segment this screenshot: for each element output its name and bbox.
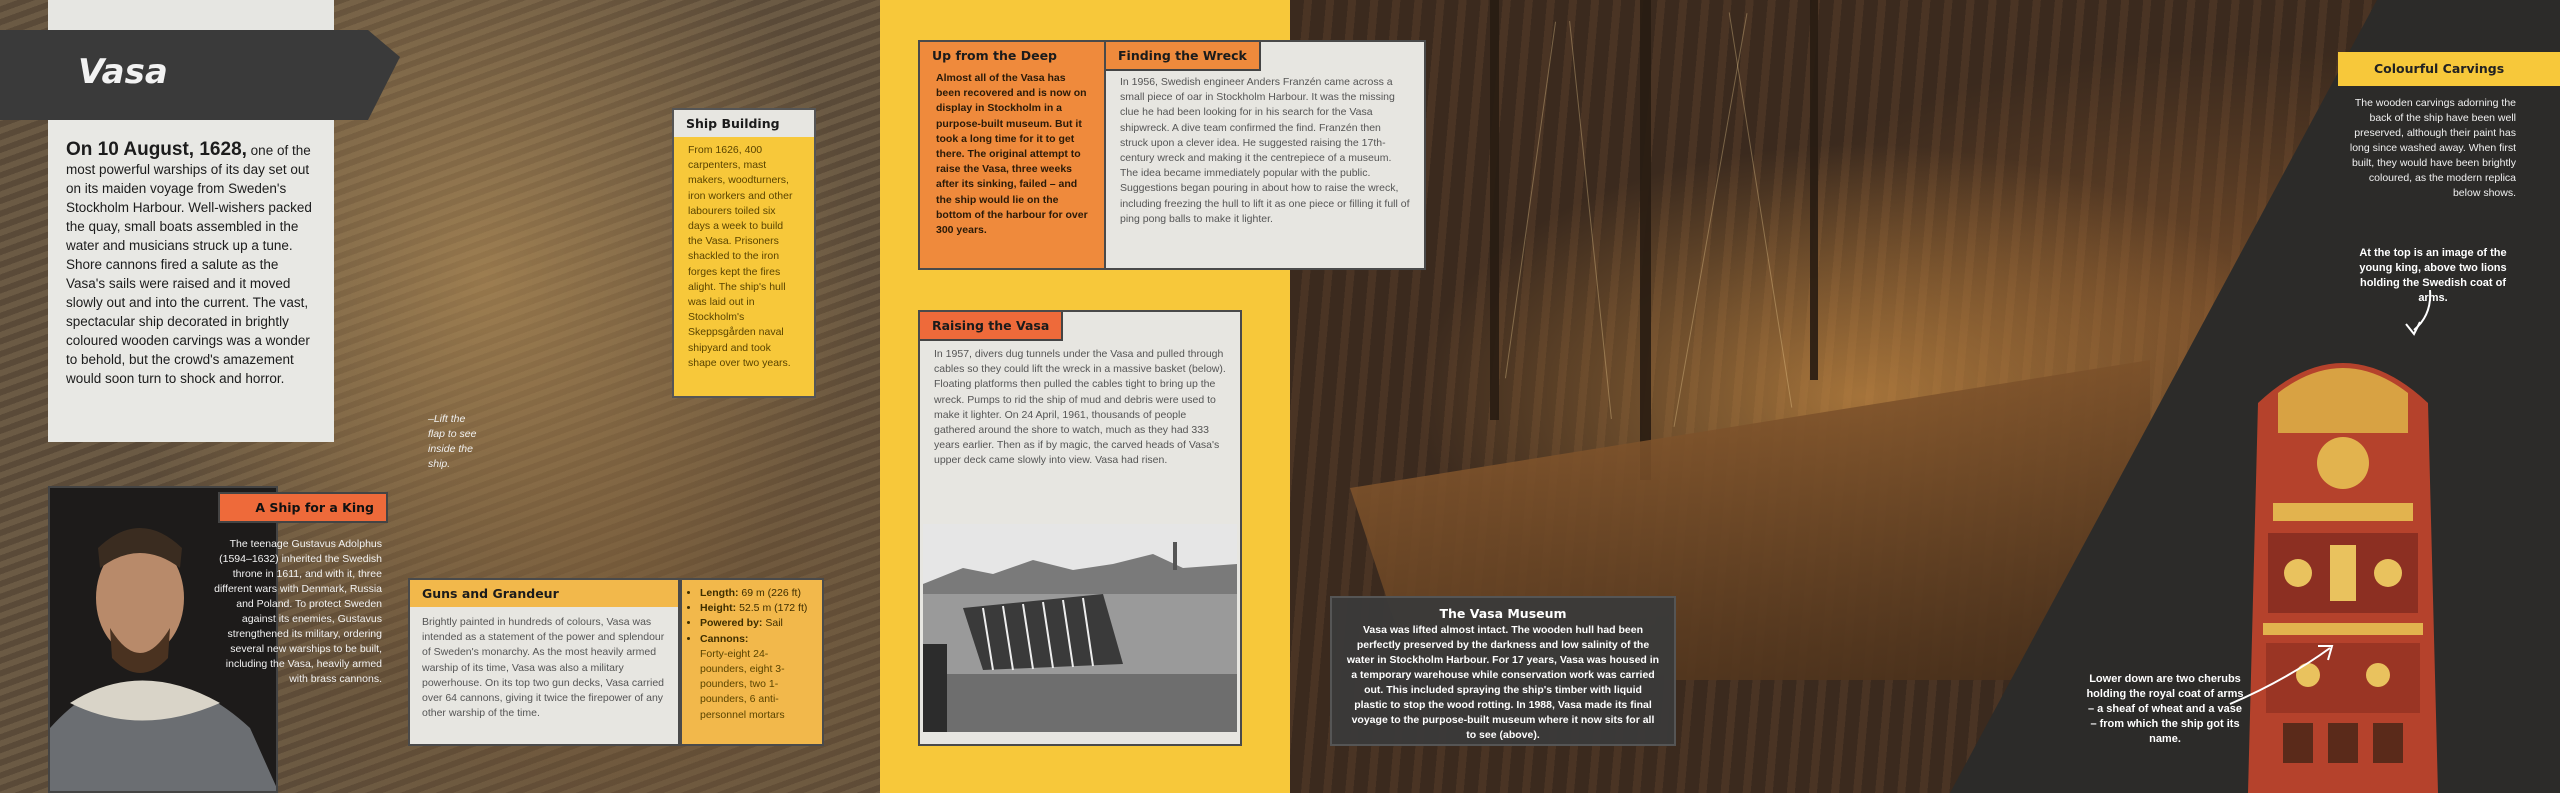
title-top-bar [48, 0, 334, 30]
ship-for-king-panel [210, 492, 388, 746]
finding-wreck-heading: Finding the Wreck [1106, 42, 1261, 71]
cannons-detail: Forty-eight 24-pounders, eight 3-pounders, two 1-pounders, 6 anti-personnel mortars [700, 647, 785, 721]
carvings-top-note: At the top is an image of the young king, above two lions holding the Swedish coat of arms. [2359, 247, 2507, 304]
carvings-lower-note: Lower down are two cherubs holding the royal coat of arms – a sheaf of wheat and a vase – from which the ship got its name. [2086, 673, 2244, 745]
spec-cannons: • Cannons: [700, 632, 814, 647]
vasa-museum-panel [1330, 596, 1676, 746]
spec-powered: • Powered by: Sail [700, 616, 814, 631]
colourful-carvings-text: The wooden carvings adorning the back of the ship have been well preserved, although their paint has long since washed away. When first built, they would have been brightly coloured, as the modern replica below shows. [2349, 97, 2516, 199]
up-from-deep-text: Almost all of the Vasa has been recovered and is now on display in Stockholm in a purpose-built museum. But it took a long time for it to get there. The original attempt to raise the Vasa, three weeks after its sinking, failed – and the ship would lie on the bottom of the harbour for over 300 years. [936, 72, 1088, 237]
finding-wreck-text: In 1956, Swedish engineer Anders Franzén came across a small piece of oar in Stockholm Harbour. It was the missing clue he had been looking for in his search for the Vasa shipwreck. A dive team confirmed the find. Franzén then struck upon a clever idea. He suggested raising the 17th-century wreck and making it the centrepiece of a museum. The idea became immediately popular with the public. Suggestions began pouring in about how to raise the wreck, including freezing the hull to lift it as one piece or filling it full of ping pong balls to make it lighter. [1120, 76, 1410, 225]
ship-building-box [672, 108, 816, 398]
spec-height: • Height: 52.5 m (172 ft) [700, 601, 814, 616]
raising-vasa-photo [923, 524, 1237, 732]
stern-carving-replica [2238, 323, 2448, 793]
specs-box [680, 578, 824, 746]
arrow-to-cherubs-icon [2226, 640, 2336, 710]
title-banner [0, 30, 400, 120]
page-title: Vasa [78, 52, 168, 92]
colourful-carvings-heading: Colourful Carvings [2338, 52, 2560, 86]
intro-lead: On 10 August, 1628, [66, 139, 247, 160]
spec-length: • Length: 69 m (226 ft) [700, 586, 814, 601]
ship-building-text: From 1626, 400 carpenters, mast makers, woodturners, iron workers and other labourers toiled six days a week to build the Vasa. Prisoners shackled to the iron forges kept the fires alight. The ship's hull was laid out in Stockholm's Skeppsgården naval shipyard and took shape over two years. [688, 144, 793, 369]
flap-caption: –Lift the flap to see inside the ship. [428, 413, 477, 470]
ship-for-king-heading: A Ship for a King [218, 492, 388, 523]
vasa-museum-heading: The Vasa Museum [1439, 606, 1567, 621]
specs-list [682, 586, 822, 647]
raising-vasa-heading: Raising the Vasa [920, 312, 1063, 341]
guns-grandeur-box [408, 578, 680, 746]
guns-grandeur-text: Brightly painted in hundreds of colours, Vasa was intended as a statement of the power and splendour of Sweden's monarchy. As the most heavily armed warship of its time, Vasa was also a military powerhouse. On its top two gun decks, Vasa carried over 64 cannons, giving it twice the firepower of any other warship of the time. [422, 616, 665, 720]
finding-wreck-box [1104, 40, 1426, 270]
guns-grandeur-heading: Guns and Grandeur [410, 580, 678, 607]
intro-panel [48, 120, 334, 442]
vasa-museum-text: Vasa was lifted almost intact. The wooden hull had been perfectly preserved by the darkness and low salinity of the water in Stockholm Harbour. For 17 years, Vasa was housed in a temporary warehouse while conservation work was carried out. This included spraying the ship's timber with liquid plastic to stop the wood rotting. In 1988, Vasa made its final voyage to the purpose-built museum where it now sits for all to see (above). [1346, 624, 1660, 741]
up-from-deep-heading: Up from the Deep [932, 48, 1057, 63]
intro-text: one of the most powerful warships of its day set out on its maiden voyage from Sweden's Stockholm Harbour. Well-wishers packed the quay, small boats assembled in the water and musicians struck up a tune. Shore cannons fired a salute as the Vasa's sails were raised and it moved slowly out and into the current. The vast, spectacular ship decorated in brightly coloured wooden carvings was a wonder to behold, but the crowd's amazement would soon turn to shock and horror. [66, 143, 312, 386]
up-from-deep-box [918, 40, 1106, 270]
raising-vasa-box [918, 310, 1242, 746]
raising-vasa-text: In 1957, divers dug tunnels under the Vasa and pulled through cables so they could lift the wreck in a massive basket (below). Floating platforms then pulled the cables tight to bring up the wreck. Pumps to rid the ship of mud and debris were used to make it lighter. On 24 April, 1961, thousands of people gathered around the shore to watch, much as they had 333 years earlier. Then as if by magic, the carved heads of Vasa's upper deck came slowly into view. Vasa had risen. [934, 348, 1226, 467]
ship-building-heading: Ship Building [674, 110, 814, 137]
ship-for-king-text: The teenage Gustavus Adolphus (1594–1632) inherited the Swedish throne in 1611, and with it, three different wars with Denmark, Russia and Poland. To protect Sweden against its enemies, Gustavus strengthened its military, ordering several new warships to be built, including the Vasa, heavily armed with brass cannons. [214, 538, 382, 685]
